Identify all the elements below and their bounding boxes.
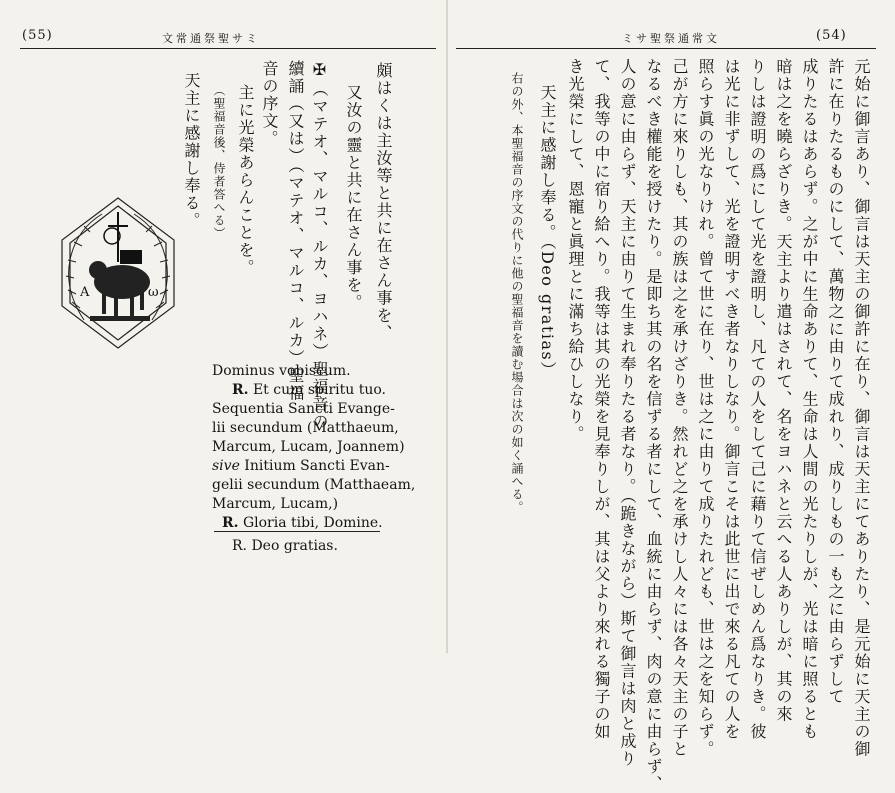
right-text-column: 許に在りたるものにして、萬物之に由りて成れり、成りしもの一も之に由らずして	[826, 58, 845, 706]
left-text-column: （聖福音後、侍者答へる）	[212, 84, 226, 240]
latin-line: Initium Sancti Evan-	[239, 458, 390, 474]
left-text-column: 主に光榮あらんことを。	[236, 84, 255, 277]
right-text-column: りしは證明の爲にして光を證明し、凡ての人をして己に藉りて信ぜしめん爲なりき。彼	[748, 58, 767, 741]
response-marker: R.	[222, 515, 239, 531]
latin-final-line: R. Deo gratias.	[232, 538, 338, 554]
right-text-column: て、我等の中に宿り給へり。我等は其の光榮を見奉りしが、其は父より來れる獨子の如	[592, 58, 611, 741]
latin-line: gelii secundum (Matthaeam,	[212, 477, 416, 493]
right-text-column: 照らす眞の光なりけれ。曾て世に在り、世は之に由りて成りたれども、世は之を知らず。	[696, 58, 715, 758]
left-page-number: (55)	[22, 28, 53, 43]
left-page	[0, 0, 447, 653]
right-header-rule	[456, 48, 876, 49]
right-text-column: き光榮にして、恩寵と眞理とに滿ち給ひしなり。	[566, 58, 585, 443]
left-text-column: 音の序文。	[260, 60, 279, 148]
alpha-letter: A	[80, 285, 90, 300]
right-page	[448, 0, 895, 793]
latin-line: Marcum, Lucam, Joannem)	[212, 439, 405, 455]
left-text-column: ✠（マテオ、マルコ、ルカ、ヨハネ）聖福音の	[310, 60, 329, 431]
right-text-column: 成りたるはあらず。之が中に生命ありて、生命は人間の光たりしが、光は暗に照るとも	[800, 58, 819, 741]
right-text-column: 天主に感謝し奉る。（Deo gratias）	[538, 84, 557, 379]
latin-text-block	[212, 362, 442, 533]
left-text-column: 又汝の靈と共に在さん事を。	[344, 84, 363, 312]
right-text-column: 人の意に由らず、天主に由りて生まれ奉りたる者なり。（跪きながら）斯て御言は肉と成り	[618, 58, 637, 768]
latin-line: lii secundum (Matthaeum,	[212, 420, 399, 436]
latin-line: Gloria tibi, Domine.	[238, 515, 383, 531]
right-text-column: 己が方に來りしも、其の族は之を承けざりき。然れど之を承けし人々には各々天主の子と	[670, 58, 689, 758]
latin-line: Dominus vobiscum.	[212, 363, 351, 379]
left-header-rule	[20, 48, 436, 49]
left-text-column: 天主に感謝し奉る。	[182, 72, 201, 230]
right-text-column: なるべき權能を授けたり。是即ち其の名を信ずる者にして、血統に由らず、肉の意に由らず、	[644, 58, 663, 793]
left-text-column: 續誦（又は）（マテオ、マルコ、ルカ）聖福	[286, 60, 305, 402]
right-page-number: (54)	[816, 28, 847, 43]
omega-letter: ω	[148, 285, 159, 300]
right-running-head: ミサ聖祭通常文	[622, 32, 720, 45]
latin-line: Sequentia Sancti Evange-	[212, 401, 395, 417]
response-marker: R.	[232, 538, 247, 554]
latin-divider-rule	[214, 531, 380, 532]
right-text-column: 元始に御言あり、御言は天主の御許に在り、御言は天主にてありたり、是元始に天主の御	[852, 58, 871, 758]
latin-line: Et cum spiritu tuo.	[248, 382, 387, 398]
left-text-column: 頗はくは主汝等と共に在さん事を、	[374, 62, 393, 342]
right-text-column: は光に非ずして、光を證明すべき者なりしなり。御言こそは此世に出で來る凡ての人を	[722, 58, 741, 741]
latin-line: Marcum, Lucam,)	[212, 496, 339, 512]
latin-italic-word: sive	[212, 458, 240, 474]
lamb-of-god-emblem-icon	[50, 190, 186, 356]
right-text-column: 暗は之を曉らざりき。天主より遣はされて、名をヨハネと云へる人ありしが、其の來	[774, 58, 793, 723]
left-running-head: 文常通祭聖サミ	[162, 32, 260, 45]
response-marker: R.	[232, 382, 249, 398]
right-rubric-column: 右の外、本聖福音の序文の代りに他の聖福音を讀む場合は次の如く誦へる。	[510, 72, 524, 514]
